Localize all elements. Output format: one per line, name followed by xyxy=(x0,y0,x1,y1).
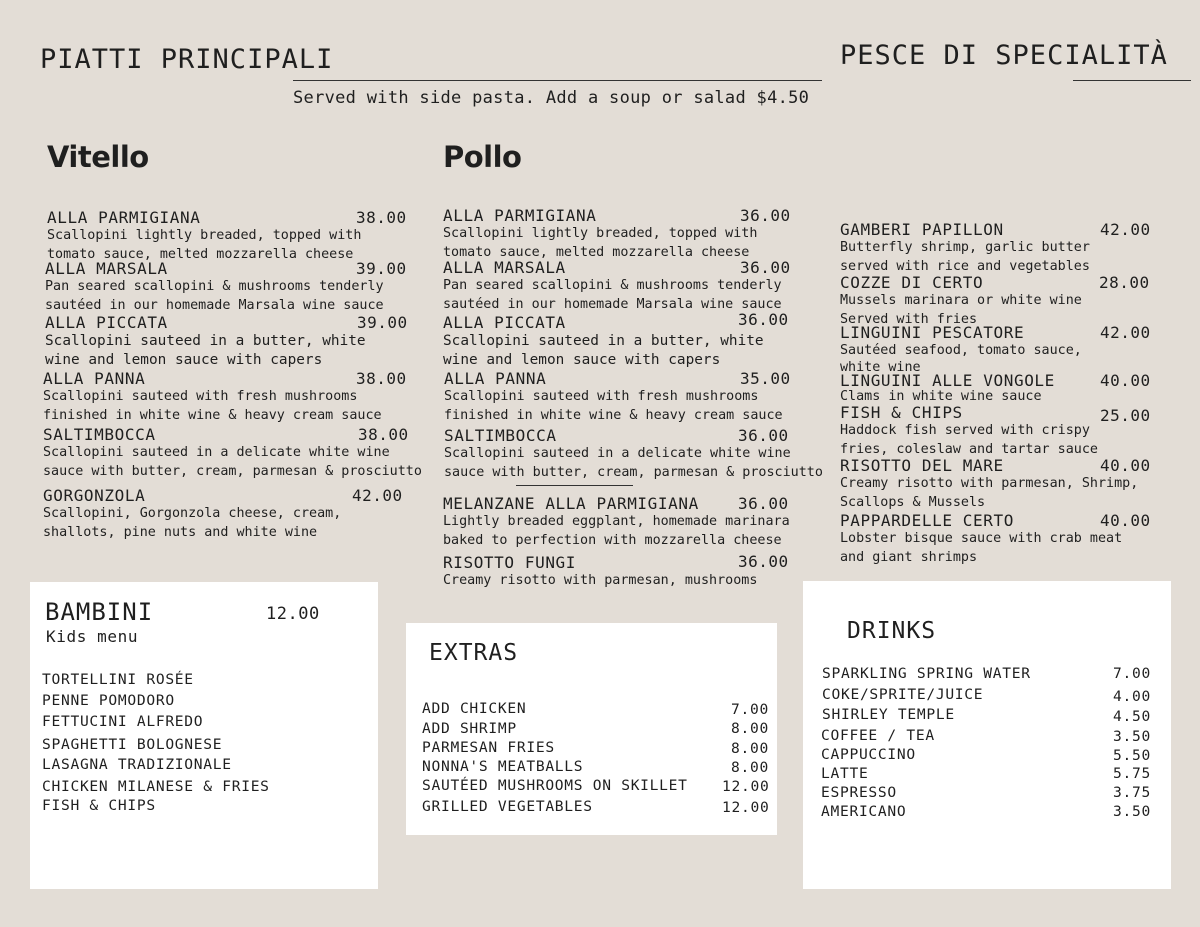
drink-price: 4.50 xyxy=(1113,708,1151,725)
item-price: 42.00 xyxy=(1100,323,1151,342)
item-price: 36.00 xyxy=(738,552,789,571)
menu-item xyxy=(443,206,803,262)
item-name: ALLA MARSALA xyxy=(443,258,566,277)
menu-item xyxy=(840,456,1160,512)
drink-price: 4.00 xyxy=(1113,688,1151,705)
pollo-heading: Pollo xyxy=(443,140,522,174)
item-price: 38.00 xyxy=(358,425,409,444)
menu-item xyxy=(443,494,803,550)
item-price: 39.00 xyxy=(356,259,407,278)
kids-item: SPAGHETTI BOLOGNESE xyxy=(42,736,223,753)
fish-specialty-title: PESCE DI SPECIALITÀ xyxy=(840,40,1168,71)
extras-panel xyxy=(406,623,777,835)
item-name: ALLA PARMIGIANA xyxy=(443,206,597,225)
item-price: 36.00 xyxy=(740,258,791,277)
item-description: Creamy risotto with parmesan, mushrooms xyxy=(443,573,758,588)
menu-item xyxy=(47,208,407,264)
item-price: 40.00 xyxy=(1100,371,1151,390)
item-price: 36.00 xyxy=(738,310,789,329)
menu-item xyxy=(45,313,408,369)
kids-item: PENNE POMODORO xyxy=(42,692,175,709)
drink-price: 5.50 xyxy=(1113,747,1151,764)
item-name: SALTIMBOCCA xyxy=(444,426,557,445)
kids-menu-title: BAMBINI xyxy=(45,598,154,626)
item-price: 40.00 xyxy=(1100,456,1151,475)
item-description: sautéed in our homemade Marsala wine sauce xyxy=(45,297,384,313)
item-description: sautéed in our homemade Marsala wine sauce xyxy=(443,296,782,312)
item-name: ALLA PANNA xyxy=(43,369,146,388)
drink-price: 3.50 xyxy=(1113,803,1151,820)
item-description: Scallopini sauteed with fresh mushrooms xyxy=(444,389,759,404)
item-name: SALTIMBOCCA xyxy=(43,425,156,444)
item-name: ALLA MARSALA xyxy=(45,259,168,278)
item-description: Sautéed seafood, tomato sauce, xyxy=(840,343,1082,358)
item-price: 36.00 xyxy=(738,494,789,513)
item-description: wine and lemon sauce with capers xyxy=(45,351,323,368)
item-description: Pan seared scallopini & mushrooms tenderly xyxy=(443,278,782,293)
item-description: Lobster bisque sauce with crab meat xyxy=(840,531,1123,546)
side-pasta-note: Served with side pasta. Add a soup or salad $4.50 xyxy=(293,88,810,108)
kids-item: TORTELLINI ROSÉE xyxy=(42,671,194,688)
kids-item: CHICKEN MILANESE & FRIES xyxy=(42,778,270,795)
item-name: LINGUINI PESCATORE xyxy=(840,323,1025,342)
item-description: sauce with butter, cream, parmesan & prosciutto xyxy=(43,463,422,479)
drink-name: LATTE xyxy=(821,765,869,782)
drinks-panel xyxy=(803,581,1171,889)
menu-item xyxy=(840,403,1160,459)
header-divider-right xyxy=(1073,80,1191,81)
item-description: Haddock fish served with crispy xyxy=(840,423,1090,438)
extras-item-name: NONNA'S MEATBALLS xyxy=(422,758,584,775)
item-name: MELANZANE ALLA PARMIGIANA xyxy=(443,494,699,513)
item-name: RISOTTO FUNGI xyxy=(443,553,577,572)
item-name: ALLA PICCATA xyxy=(443,313,566,332)
menu-item xyxy=(45,259,405,315)
item-description: Scallopini sauteed in a butter, white xyxy=(45,333,366,349)
item-name: ALLA PANNA xyxy=(444,369,547,388)
extras-item-name: GRILLED VEGETABLES xyxy=(422,798,593,815)
item-price: 35.00 xyxy=(740,369,791,388)
extras-item-price: 8.00 xyxy=(731,720,769,737)
drink-name: CAPPUCCINO xyxy=(821,746,916,763)
menu-item xyxy=(444,426,834,482)
extras-item-price: 12.00 xyxy=(722,799,770,816)
item-description: Butterfly shrimp, garlic butter xyxy=(840,240,1090,255)
drink-name: SHIRLEY TEMPLE xyxy=(822,706,955,723)
extras-item-price: 12.00 xyxy=(722,778,770,795)
menu-item xyxy=(840,323,1160,376)
item-name: RISOTTO DEL MARE xyxy=(840,456,1004,475)
item-description: Lightly breaded eggplant, homemade marinara xyxy=(443,514,790,529)
item-description: sauce with butter, cream, parmesan & prosciutto xyxy=(444,464,823,480)
menu-item xyxy=(840,511,1160,567)
item-description: fries, coleslaw and tartar sauce xyxy=(840,441,1098,457)
drink-price: 7.00 xyxy=(1113,665,1151,682)
item-name: FISH & CHIPS xyxy=(840,403,963,422)
item-description: finished in white wine & heavy cream sauce xyxy=(444,407,783,423)
item-description: shallots, pine nuts and white wine xyxy=(43,524,318,540)
pollo-divider xyxy=(516,485,633,486)
item-description: Creamy risotto with parmesan, Shrimp, xyxy=(840,476,1139,491)
item-description: finished in white wine & heavy cream sauce xyxy=(43,407,382,423)
item-description: Served with fries xyxy=(840,311,978,327)
item-price: 38.00 xyxy=(356,208,407,227)
extras-item-price: 8.00 xyxy=(731,740,769,757)
kids-item: FISH & CHIPS xyxy=(42,797,156,814)
item-name: GAMBERI PAPILLON xyxy=(840,220,1004,239)
drinks-title: DRINKS xyxy=(847,618,937,644)
item-description: Scallopini, Gorgonzola cheese, cream, xyxy=(43,506,342,521)
item-description: tomato sauce, melted mozzarella cheese xyxy=(443,244,750,260)
item-price: 42.00 xyxy=(352,486,403,505)
item-price: 36.00 xyxy=(740,206,791,225)
item-description: Scallopini sauteed with fresh mushrooms xyxy=(43,389,358,404)
kids-item: LASAGNA TRADIZIONALE xyxy=(42,756,232,773)
item-description: Scallopini lightly breaded, topped with xyxy=(443,226,758,241)
item-name: COZZE DI CERTO xyxy=(840,273,984,292)
item-description: Scallops & Mussels xyxy=(840,494,986,510)
drink-price: 3.75 xyxy=(1113,784,1151,801)
header-divider-left xyxy=(293,80,822,81)
item-description: white wine xyxy=(840,360,921,375)
extras-item-price: 8.00 xyxy=(731,759,769,776)
item-description: Scallopini sauteed in a delicate white wine xyxy=(444,446,791,461)
extras-item-name: PARMESAN FRIES xyxy=(422,739,555,756)
extras-item-name: ADD SHRIMP xyxy=(422,720,517,737)
menu-item xyxy=(43,425,433,481)
item-name: LINGUINI ALLE VONGOLE xyxy=(840,371,1055,390)
drink-name: ESPRESSO xyxy=(821,784,897,801)
main-dishes-title: PIATTI PRINCIPALI xyxy=(40,44,334,75)
item-description: tomato sauce, melted mozzarella cheese xyxy=(47,246,354,262)
drink-price: 5.75 xyxy=(1113,765,1151,782)
item-price: 42.00 xyxy=(1100,220,1151,239)
extras-item-price: 7.00 xyxy=(731,701,769,718)
extras-title: EXTRAS xyxy=(429,640,519,666)
item-price: 36.00 xyxy=(738,426,789,445)
menu-item xyxy=(840,220,1160,276)
menu-item xyxy=(43,369,413,425)
item-name: ALLA PICCATA xyxy=(45,313,168,332)
item-name: ALLA PARMIGIANA xyxy=(47,208,201,227)
item-price: 39.00 xyxy=(357,313,408,332)
item-description: Scallopini sauteed in a butter, white xyxy=(443,333,764,349)
extras-item-name: SAUTÉED MUSHROOMS ON SKILLET xyxy=(422,777,688,794)
menu-item xyxy=(840,371,1160,403)
menu-item xyxy=(43,486,413,542)
item-description: wine and lemon sauce with capers xyxy=(443,351,721,368)
item-price: 28.00 xyxy=(1099,273,1150,292)
menu-item xyxy=(840,273,1160,329)
item-description: Scallopini lightly breaded, topped with xyxy=(47,228,362,243)
menu-item xyxy=(443,553,803,591)
item-price: 38.00 xyxy=(356,369,407,388)
item-description: and giant shrimps xyxy=(840,549,978,565)
item-name: PAPPARDELLE CERTO xyxy=(840,511,1014,530)
item-price: 25.00 xyxy=(1100,406,1151,425)
menu-item xyxy=(444,369,804,425)
extras-item-name: ADD CHICKEN xyxy=(422,700,527,717)
drink-name: COFFEE / TEA xyxy=(821,727,935,744)
drink-name: AMERICANO xyxy=(821,803,907,820)
item-name: GORGONZOLA xyxy=(43,486,146,505)
item-description: Scallopini sauteed in a delicate white wine xyxy=(43,445,390,460)
kids-menu-price: 12.00 xyxy=(266,604,320,624)
kids-menu-panel xyxy=(30,582,378,889)
item-description: Mussels marinara or white wine xyxy=(840,293,1082,308)
item-description: Pan seared scallopini & mushrooms tenderly xyxy=(45,279,384,294)
drink-name: SPARKLING SPRING WATER xyxy=(822,665,1031,682)
item-description: Clams in white wine sauce xyxy=(840,389,1042,404)
item-price: 40.00 xyxy=(1100,511,1151,530)
kids-item: FETTUCINI ALFREDO xyxy=(42,713,204,730)
kids-menu-subtitle: Kids menu xyxy=(46,627,139,646)
drink-name: COKE/SPRITE/JUICE xyxy=(822,686,984,703)
drink-price: 3.50 xyxy=(1113,728,1151,745)
item-description: served with rice and vegetables xyxy=(840,258,1090,274)
item-description: baked to perfection with mozzarella cheese xyxy=(443,532,782,548)
vitello-heading: Vitello xyxy=(47,140,149,174)
menu-item xyxy=(443,258,803,314)
menu-item xyxy=(443,310,803,369)
